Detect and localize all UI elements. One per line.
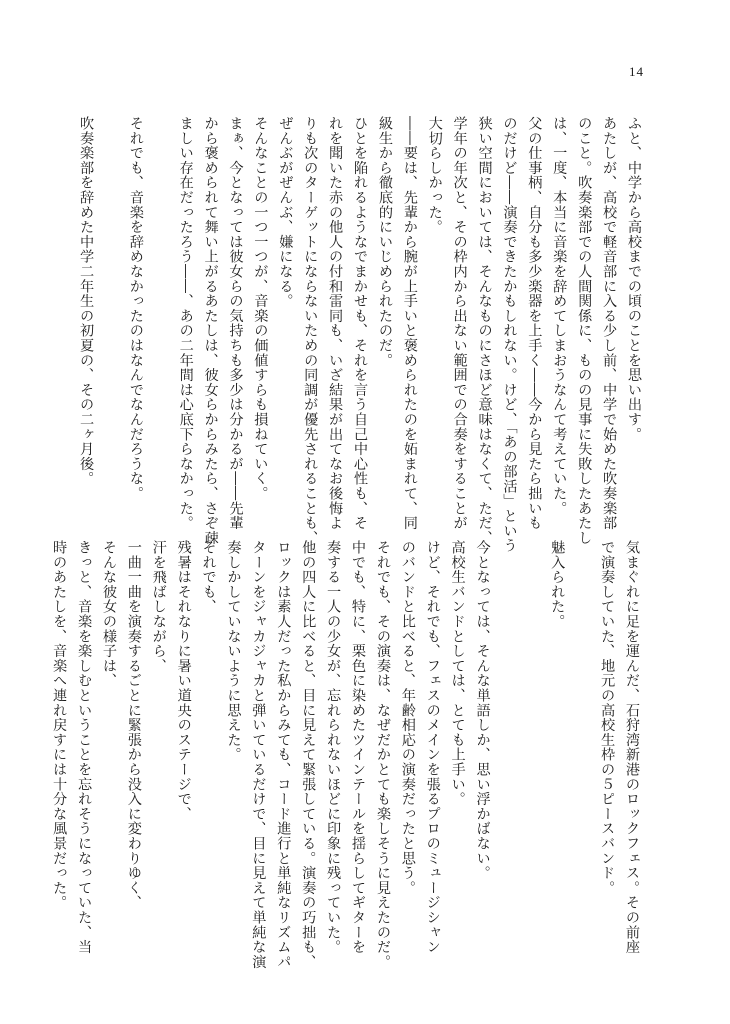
text-line: それでも、: [200, 540, 217, 614]
text-line: まぁ、今となっては彼女らの気持ちも多少は分かるが――先輩: [227, 116, 244, 531]
text-line: で演奏していた、地元の高校生枠の５ピースバンド。: [599, 540, 616, 896]
lower-text-block: [51, 540, 644, 970]
text-line: のこと。吹奏楽部での人間関係に、ものの見事に失敗したあたし: [576, 116, 593, 546]
text-line: のだけど――演奏できたかもしれない。けど、「あの部活」という: [501, 116, 518, 553]
text-line: ましい存在だったろう――、あの二年間は心底下らなかった。: [177, 116, 194, 531]
text-line: りも次のターゲットにならないための同調が優先されることも、: [302, 116, 319, 546]
text-line: 今となっては、そんな単語しか、思い浮かばない。: [474, 540, 491, 881]
text-line: 吹奏楽部を辞めた中学二年生の初夏の、その二ヶ月後。: [78, 116, 95, 486]
text-line: それでも、音楽を辞めなかったのはなんでなんだろうな。: [127, 116, 144, 501]
text-line: 時のあたしを、音楽へ連れ戻すには十分な風景だった。: [51, 540, 68, 910]
text-line: 級生から徹底的にいじめられたのだ。: [376, 116, 393, 368]
text-line: それでも、その演奏は、なぜだかとても楽しそうに見えたのだ。: [374, 540, 391, 970]
text-line: ぜんぶがぜんぶ、嫌になる。: [277, 116, 294, 309]
upper-text-block: [78, 116, 646, 553]
blank-line: [98, 116, 123, 491]
text-line: から褒められて舞い上がるあたしは、彼女らからみたら、さぞ疎: [202, 116, 219, 546]
text-line: 一曲一曲を演奏するごとに緊張から没入に変わりゆく、: [125, 540, 142, 910]
blank-line: [495, 540, 520, 902]
text-line: あたしが、高校で軽音部に入る少し前、中学で始めた吹奏楽部: [601, 116, 618, 531]
text-line: きっと、音楽を楽しむということを忘れそうになっていた、当: [76, 540, 93, 955]
text-line: れを聞いた赤の他人の付和雷同も、いざ結果が出てなお後悔よ: [327, 116, 344, 531]
blank-line: [148, 116, 173, 491]
text-line: 父の仕事柄、自分も多少楽器を上手く――今から見たら拙いも: [526, 116, 543, 531]
text-line: 狭い空間においては、そんなものにさほど意味はなくて、ただ、: [476, 116, 493, 546]
page-number: 14: [629, 64, 644, 79]
text-line: ――要は、先輩から腕が上手いと褒められたのを妬まれて、同: [401, 116, 418, 531]
blank-line: [569, 540, 594, 902]
text-line: 他の四人に比べると、目に見えて緊張している。演奏の巧拙も、: [300, 540, 317, 970]
text-line: そんなことの一つ一つが、音楽の価値すらも損ねていく。: [252, 116, 269, 501]
text-line: 大切らしかった。: [426, 116, 443, 235]
text-line: ふと、中学から高校までの頃のことを思い出す。: [626, 116, 642, 442]
text-line: 学年の年次と、その枠内から出ない範囲での合奏をすることが: [451, 116, 468, 531]
blank-line: [519, 540, 544, 902]
text-line: 奏しかしていないように思えた。: [225, 540, 242, 762]
text-line: ロックは素人だった私からみても、コード進行と単純なリズムパ: [275, 540, 292, 970]
text-line: ターンをジャカジャカと弾いているだけで、目に見えて単純な演: [250, 540, 267, 970]
text-line: 高校生バンドとしては、とても上手い。: [449, 540, 466, 807]
text-line: けど、それでも、フェスのメインを張るプロのミュージシャン: [424, 540, 441, 955]
text-line: のバンドと比べると、年齢相応の演奏だったと思う。: [399, 540, 416, 896]
text-line: 奏する一人の少女が、忘れられないほどに印象に残っていた。: [325, 540, 342, 955]
text-line: は、一度、本当に音楽を辞めてしまおうなんて考えていた。: [551, 116, 568, 516]
text-line: 中でも、特に、栗色に染めたツインテールを揺らしてギターを: [350, 540, 367, 955]
text-line: ひとを陥れるようなでまかせも、それを言う自己中心性も、そ: [352, 116, 369, 531]
text-line: 汗を飛ばしながら、: [150, 540, 167, 674]
text-line: 気まぐれに足を運んだ、石狩湾新港のロックフェス。その前座: [624, 540, 640, 955]
text-line: 魅入られた。: [549, 540, 566, 629]
text-line: そんな彼女の様子は、: [100, 540, 117, 688]
text-line: 残暑はそれなりに暑い道央のステージで、: [175, 540, 192, 822]
